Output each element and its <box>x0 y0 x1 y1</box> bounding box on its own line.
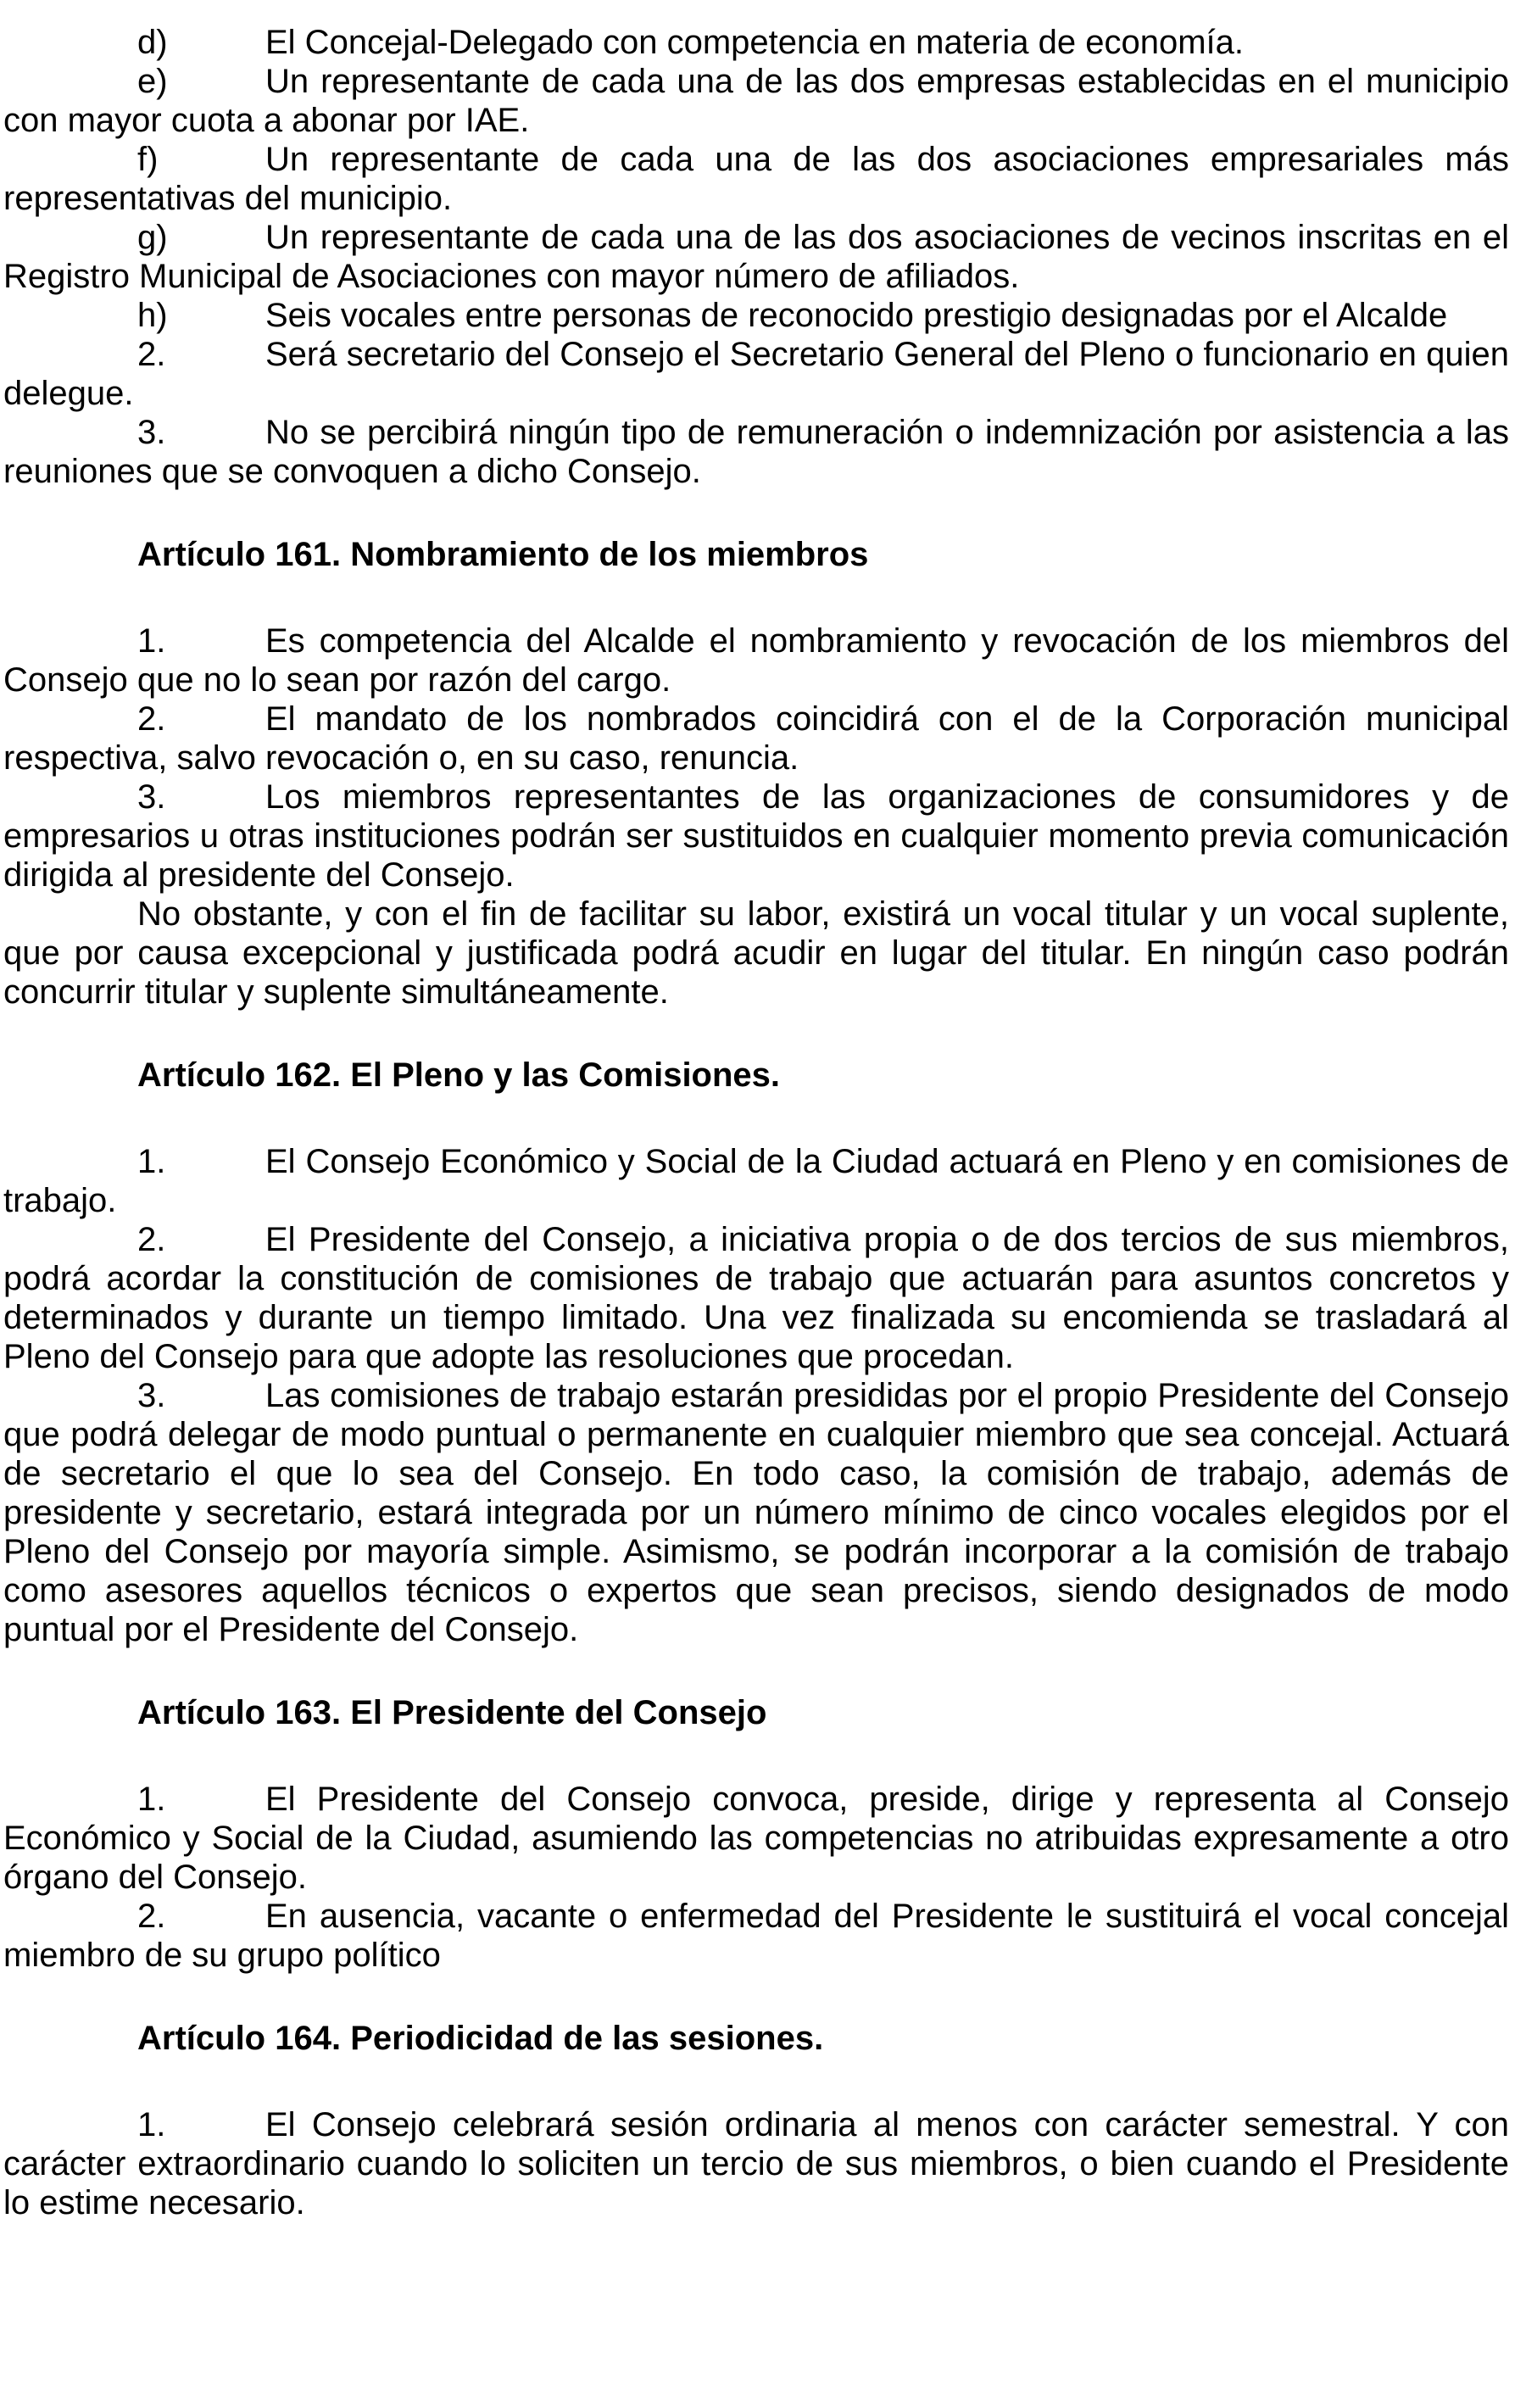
numbered-item-3 <box>3 778 1509 895</box>
list-item-text: Un representante de cada una de las dos asociaciones empresariales más representativas del municipio. <box>3 141 1509 217</box>
article-163-heading: Artículo 163. El Presidente del Consejo <box>137 1694 767 1731</box>
list-item-text: No se percibirá ningún tipo de remuneración o indemnización por asistencia a las reuniones que se convoquen a dicho Consejo. <box>3 414 1509 490</box>
list-marker: 3. <box>137 414 166 451</box>
list-item-text: Un representante de cada una de las dos empresas establecidas en el municipio con mayor cuota a abonar por IAE. <box>3 63 1509 139</box>
list-item-text: El Presidente del Consejo convoca, preside, dirige y representa al Consejo Económico y Social de la Ciudad, asumiendo las competencias no atribuidas expresamente a otro órgano del Consejo. <box>3 1781 1509 1896</box>
numbered-item-3 <box>3 413 1509 491</box>
list-marker: 2. <box>137 1221 166 1258</box>
numbered-item-2 <box>3 1220 1509 1376</box>
numbered-item-1 <box>3 622 1509 700</box>
numbered-item-2 <box>3 335 1509 413</box>
numbered-item-1 <box>3 1780 1509 1897</box>
list-marker: 2. <box>137 700 166 738</box>
list-marker: 1. <box>137 2106 166 2143</box>
list-marker: g) <box>137 219 168 256</box>
list-item-text: Es competencia del Alcalde el nombramiento y revocación de los miembros del Consejo que no lo sean por razón del cargo. <box>3 622 1509 699</box>
list-marker: d) <box>137 24 168 61</box>
list-item-text: El Consejo Económico y Social de la Ciudad actuará en Pleno y en comisiones de trabajo. <box>3 1143 1509 1219</box>
list-item-text: Las comisiones de trabajo estarán presididas por el propio Presidente del Consejo que podrá delegar de modo puntual o permanente en cualquier miembro que sea concejal. Actuará de secretario el que lo sea del Consejo. En todo caso, la comisión de trabajo, además de presidente y secretario, estará integrada por un número mínimo de cinco vocales elegidos por el Pleno del Consejo por mayoría simple. Asimismo, se podrán incorporar a la comisión de trabajo como asesores aquellos técnicos o expertos que sean precisos, siendo designados de modo puntual por el Presidente del Consejo. <box>3 1377 1509 1648</box>
list-marker: h) <box>137 297 168 334</box>
list-item-text: El Consejo celebrará sesión ordinaria al menos con carácter semestral. Y con carácter extraordinario cuando lo soliciten un tercio de sus miembros, o bien cuando el Presidente lo estime necesario. <box>3 2106 1509 2221</box>
list-item-g <box>3 218 1509 296</box>
list-item-text: El Concejal-Delegado con competencia en materia de economía. <box>265 24 1245 61</box>
list-item-text: Los miembros representantes de las organizaciones de consumidores y de empresarios u otras instituciones podrán ser sustituidos en cualquier momento previa comunicación dirigida al presidente del Consejo. <box>3 778 1509 894</box>
list-item-text: Seis vocales entre personas de reconocido prestigio designadas por el Alcalde <box>265 297 1448 334</box>
continuation-paragraph: No obstante, y con el fin de facilitar su labor, existirá un vocal titular y un vocal suplente, que por causa excepcional y justificada podrá acudir en lugar del titular. En ningún caso podrán concurrir titular y suplente simultáneamente. <box>3 895 1509 1011</box>
list-marker: 1. <box>137 622 166 660</box>
list-marker: 1. <box>137 1143 166 1180</box>
article-161-heading: Artículo 161. Nombramiento de los miembros <box>137 536 869 573</box>
article-162-heading: Artículo 162. El Pleno y las Comisiones. <box>137 1056 781 1094</box>
list-marker: f) <box>137 141 159 178</box>
list-item-h <box>3 296 1509 335</box>
list-marker: 2. <box>137 1898 166 1935</box>
list-marker: 1. <box>137 1781 166 1818</box>
list-marker: e) <box>137 63 168 100</box>
numbered-item-2 <box>3 700 1509 778</box>
list-marker: 3. <box>137 778 166 816</box>
list-item-d <box>3 23 1509 62</box>
list-item-text: Un representante de cada una de las dos asociaciones de vecinos inscritas en el Registro Municipal de Asociaciones con mayor número de afiliados. <box>3 219 1509 295</box>
numbered-item-3 <box>3 1376 1509 1649</box>
list-marker: 3. <box>137 1377 166 1414</box>
list-item-text: En ausencia, vacante o enfermedad del Presidente le sustituirá el vocal concejal miembro de su grupo político <box>3 1898 1509 1974</box>
list-item-text: Será secretario del Consejo el Secretario General del Pleno o funcionario en quien delegue. <box>3 336 1509 412</box>
article-164-heading: Artículo 164. Periodicidad de las sesiones. <box>137 2020 824 2057</box>
list-item-text: El Presidente del Consejo, a iniciativa propia o de dos tercios de sus miembros, podrá acordar la constitución de comisiones de trabajo que actuarán para asuntos concretos y determinados y durante un tiempo limitado. Una vez finalizada su encomienda se trasladará al Pleno del Consejo para que adopte las resoluciones que procedan. <box>3 1221 1509 1375</box>
list-item-text: El mandato de los nombrados coincidirá con el de la Corporación municipal respectiva, salvo revocación o, en su caso, renuncia. <box>3 700 1509 777</box>
numbered-item-2 <box>3 1897 1509 1975</box>
list-marker: 2. <box>137 336 166 373</box>
numbered-item-1 <box>3 2105 1509 2222</box>
list-item-f <box>3 140 1509 218</box>
numbered-item-1 <box>3 1142 1509 1220</box>
list-item-e <box>3 62 1509 140</box>
